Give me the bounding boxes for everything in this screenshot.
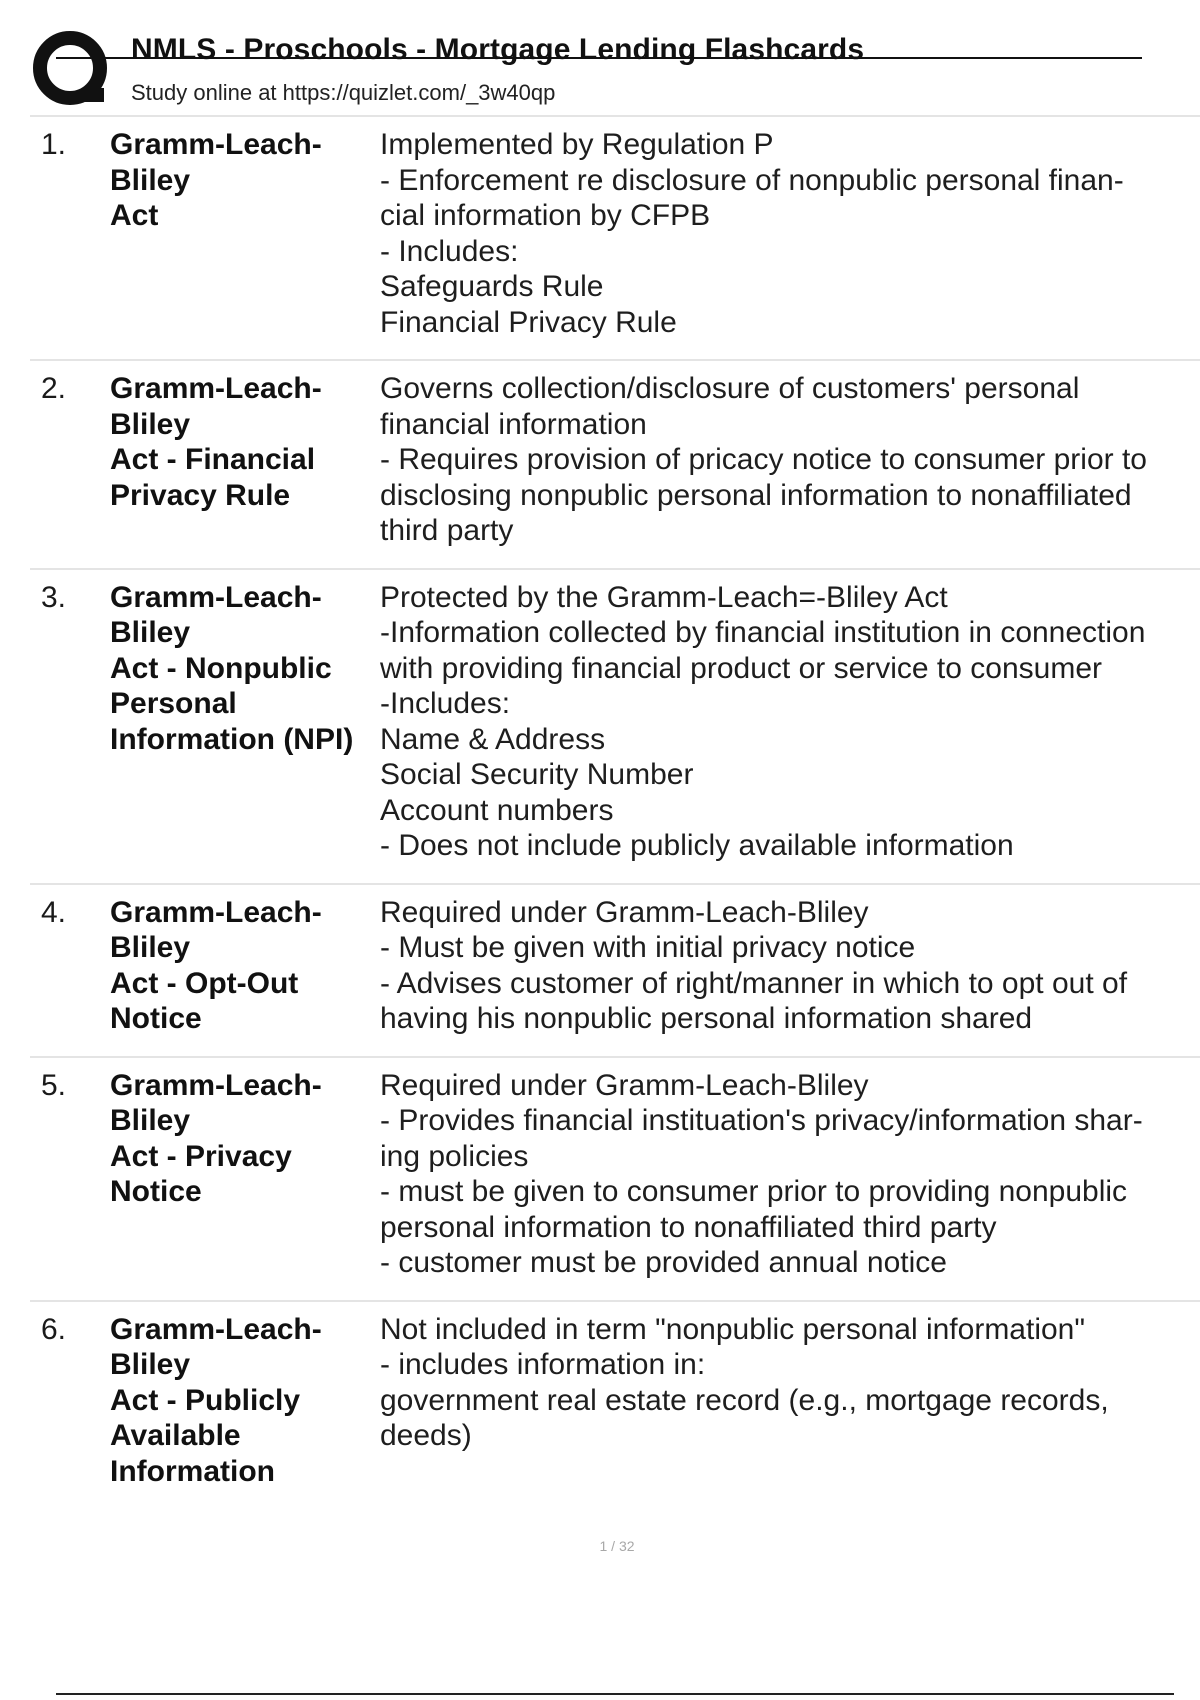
card-number: 6. xyxy=(41,1312,67,1346)
study-online-link[interactable]: Study online at https://quizlet.com/_3w40qp xyxy=(131,80,556,105)
quizlet-q-logo-icon xyxy=(32,30,112,110)
card-number: 3. xyxy=(41,580,67,614)
card-definition: Not included in term "nonpublic personal information" - includes information in: government real estate record (e.g., mortgage records, deeds) xyxy=(380,1312,1109,1452)
flashcard-row xyxy=(30,1058,1200,1302)
card-term: Gramm-Leach-Bliley Act - Opt-Out Notice xyxy=(110,895,322,1035)
flashcard-row xyxy=(30,885,1200,1058)
page-indicator: 1 / 32 xyxy=(599,1538,635,1554)
card-definition: Governs collection/disclosure of customers' personal financial information - Requires provision of pricacy notice to consumer prior to disclosing nonpublic personal information to nonaffiliated third party xyxy=(380,372,1147,547)
card-number: 1. xyxy=(41,128,67,161)
card-term: Gramm-Leach-Bliley Act xyxy=(110,128,322,232)
card-term: Gramm-Leach-Bliley Act - Nonpublic Personal Information (NPI) xyxy=(110,580,354,756)
flashcard-row xyxy=(30,570,1200,885)
card-definition: Protected by the Gramm-Leach=-Bliley Act -Information collected by financial institution in connection with providing financial product or service to consumer -Includes: Name & Address Social Security Number Account numbers - Does not include publicly available information xyxy=(380,580,1146,862)
card-definition: Required under Gramm-Leach-Bliley - Provides financial instituation's privacy/information shar- ing policies - must be given to consumer prior to providing nonpublic personal information to nonaffiliated third party - customer must be provided annual notice xyxy=(380,1068,1143,1279)
card-term: Gramm-Leach-Bliley Act - Financial Privacy Rule xyxy=(110,372,322,512)
card-definition: Implemented by Regulation P - Enforcement re disclosure of nonpublic personal finan- cial information by CFPB - Includes: Safeguards Rule Financial Privacy Rule xyxy=(380,128,1124,339)
card-number: 5. xyxy=(41,1068,67,1102)
card-definition: Required under Gramm-Leach-Bliley - Must be given with initial privacy notice - Advises customer of right/manner in which to opt out of having his nonpublic personal information shared xyxy=(380,895,1128,1035)
flashcard-list xyxy=(0,117,1200,1508)
footer-rule xyxy=(56,1693,1174,1695)
card-term: Gramm-Leach-Bliley Act - Privacy Notice xyxy=(110,1068,322,1208)
card-number: 2. xyxy=(41,372,67,405)
flashcard-row xyxy=(30,117,1200,361)
flashcard-row xyxy=(30,1302,1200,1509)
card-number: 4. xyxy=(41,895,67,929)
card-term: Gramm-Leach-Bliley Act - Publicly Available Information xyxy=(110,1312,322,1488)
document-title: NMLS - Proschools - Mortgage Lending Flashcards xyxy=(131,33,865,66)
page-header xyxy=(0,0,1200,116)
flashcard-row xyxy=(30,361,1200,570)
